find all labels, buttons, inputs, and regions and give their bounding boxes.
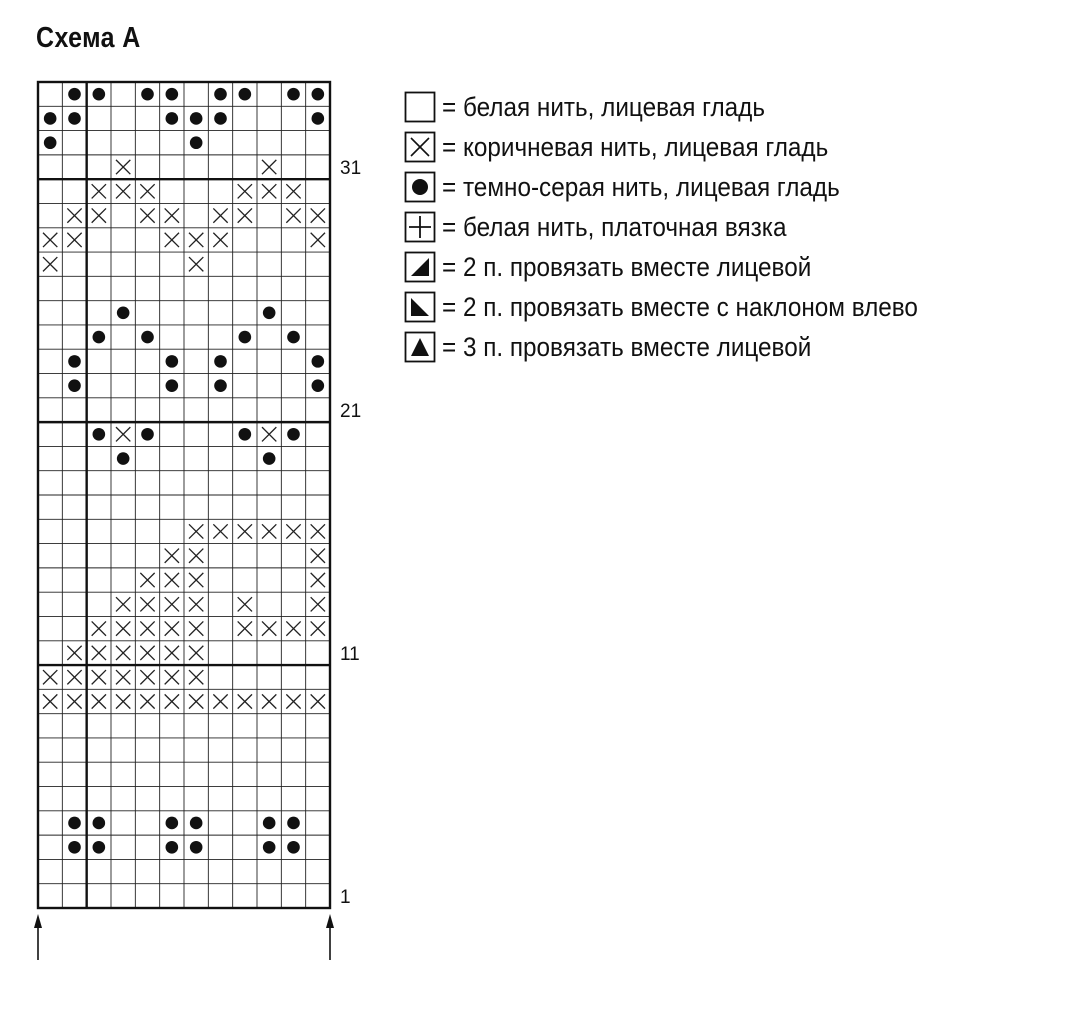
legend-item: [404, 127, 971, 167]
legend-text: = 2 п. провязать вместе с наклоном влево: [442, 291, 918, 322]
chart-title: Схема А: [36, 22, 141, 54]
cross-symbol: [189, 670, 203, 684]
cross-symbol: [189, 646, 203, 660]
cross-symbol: [140, 597, 154, 611]
cross-symbol: [116, 694, 130, 708]
cross-symbol: [43, 694, 57, 708]
cross-symbol: [67, 694, 81, 708]
row-number-label: 1: [340, 886, 351, 908]
ssk-triangle-icon: [404, 291, 436, 323]
cross-symbol: [140, 646, 154, 660]
cross-symbol: [67, 208, 81, 222]
cross-symbol: [165, 549, 179, 563]
cross-symbol: [116, 670, 130, 684]
dot-symbol: [166, 379, 179, 392]
dot-symbol: [93, 841, 106, 854]
cross-symbol: [311, 524, 325, 538]
cross-symbol: [311, 573, 325, 587]
cross-symbol: [140, 694, 154, 708]
cross-symbol: [165, 646, 179, 660]
dot-symbol: [93, 428, 106, 441]
cross-symbol: [67, 670, 81, 684]
cross-symbol: [238, 524, 252, 538]
dot-symbol: [166, 355, 179, 368]
cross-symbol: [286, 184, 300, 198]
cross-symbol: [116, 160, 130, 174]
cross-symbol: [165, 621, 179, 635]
cross-symbol: [43, 233, 57, 247]
dot-symbol: [141, 428, 154, 441]
cross-symbol: [238, 597, 252, 611]
left-arrow-icon: [34, 914, 42, 960]
cross-symbol: [238, 621, 252, 635]
legend-text: = 2 п. провязать вместе лицевой: [442, 251, 812, 282]
dot-symbol: [166, 841, 179, 854]
dot-symbol: [190, 841, 203, 854]
dot-symbol: [141, 88, 154, 101]
cross-symbol: [165, 670, 179, 684]
cross-symbol: [189, 257, 203, 271]
cross-symbol: [286, 621, 300, 635]
k3tog-triangle-icon: [404, 331, 436, 363]
cross-symbol: [116, 597, 130, 611]
dot-square-icon: [404, 171, 436, 203]
dot-symbol: [68, 379, 81, 392]
legend-item: [404, 207, 971, 247]
legend-text: = белая нить, платочная вязка: [442, 211, 787, 242]
cross-symbol: [189, 233, 203, 247]
cross-symbol: [165, 208, 179, 222]
cross-symbol: [189, 573, 203, 587]
dot-symbol: [190, 112, 203, 125]
dot-symbol: [263, 306, 276, 319]
cross-symbol: [140, 573, 154, 587]
arrow-head: [326, 914, 334, 928]
cross-symbol: [213, 233, 227, 247]
cross-symbol: [262, 160, 276, 174]
dot-symbol: [239, 428, 252, 441]
dot-symbol: [263, 841, 276, 854]
cross-symbol: [189, 694, 203, 708]
dot-symbol: [68, 112, 81, 125]
cross-symbol: [116, 427, 130, 441]
dot-symbol: [287, 841, 300, 854]
legend-item: [404, 167, 971, 207]
dot-symbol: [190, 817, 203, 830]
dot-symbol: [312, 88, 325, 101]
dot-symbol: [287, 428, 300, 441]
cross-symbol: [262, 524, 276, 538]
cross-symbol: [67, 646, 81, 660]
cross-symbol: [92, 208, 106, 222]
dot-symbol: [214, 88, 227, 101]
cross-symbol: [311, 549, 325, 563]
cross-symbol: [286, 208, 300, 222]
cross-symbol: [262, 427, 276, 441]
cross-symbol: [43, 670, 57, 684]
dot-symbol: [68, 817, 81, 830]
dot-symbol: [68, 355, 81, 368]
cross-symbol: [189, 549, 203, 563]
cross-symbol: [43, 257, 57, 271]
cross-symbol: [311, 233, 325, 247]
cross-symbol: [213, 694, 227, 708]
cross-symbol: [311, 597, 325, 611]
dot-symbol: [166, 112, 179, 125]
cross-symbol: [286, 524, 300, 538]
dot-symbol: [214, 112, 227, 125]
dot-symbol: [93, 817, 106, 830]
dot-symbol: [287, 88, 300, 101]
cross-symbol: [67, 233, 81, 247]
cross-symbol: [92, 184, 106, 198]
legend-text: = белая нить, лицевая гладь: [442, 91, 766, 122]
cross-symbol: [286, 694, 300, 708]
dot-symbol: [263, 452, 276, 465]
dot-symbol: [141, 331, 154, 344]
cross-symbol: [238, 694, 252, 708]
dot-symbol: [263, 817, 276, 830]
cross-symbol: [262, 621, 276, 635]
cross-symbol: [189, 524, 203, 538]
dot-symbol: [166, 88, 179, 101]
dot-symbol: [312, 112, 325, 125]
legend-text: = коричневая нить, лицевая гладь: [442, 131, 829, 162]
cross-symbol: [116, 621, 130, 635]
cross-symbol: [311, 694, 325, 708]
cross-symbol: [165, 573, 179, 587]
cross-symbol: [311, 208, 325, 222]
cross-symbol: [213, 524, 227, 538]
cross-symbol: [189, 597, 203, 611]
legend-item: [404, 327, 971, 367]
dot-symbol: [44, 112, 57, 125]
cross-symbol: [165, 597, 179, 611]
cross-symbol: [262, 694, 276, 708]
symbol-frame: [406, 93, 435, 122]
dot-symbol: [68, 88, 81, 101]
cross-symbol: [140, 184, 154, 198]
row-number-label: 31: [340, 158, 362, 180]
row-number-label: 21: [340, 400, 362, 422]
row-number-label: 11: [340, 643, 360, 665]
cross-symbol: [140, 670, 154, 684]
cross-symbol: [165, 694, 179, 708]
cross-square-icon: [404, 131, 436, 163]
dot-mark: [412, 179, 428, 195]
cross-symbol: [311, 621, 325, 635]
dot-symbol: [117, 452, 130, 465]
cross-symbol: [262, 184, 276, 198]
legend-item: [404, 287, 971, 327]
legend: [404, 87, 971, 367]
legend-item: [404, 87, 971, 127]
dot-symbol: [117, 306, 130, 319]
cross-symbol: [92, 670, 106, 684]
cross-symbol: [189, 621, 203, 635]
dot-symbol: [44, 136, 57, 149]
knitting-chart: [0, 0, 420, 1000]
dot-symbol: [239, 88, 252, 101]
cross-symbol: [92, 694, 106, 708]
dot-symbol: [93, 88, 106, 101]
dot-symbol: [239, 331, 252, 344]
dot-symbol: [312, 355, 325, 368]
cross-symbol: [238, 184, 252, 198]
dot-symbol: [93, 331, 106, 344]
k2tog-triangle-icon: [404, 251, 436, 283]
cross-symbol: [116, 184, 130, 198]
cross-symbol: [165, 233, 179, 247]
dot-symbol: [190, 136, 203, 149]
dot-symbol: [287, 817, 300, 830]
dot-symbol: [68, 841, 81, 854]
legend-item: [404, 247, 971, 287]
legend-text: = 3 п. провязать вместе лицевой: [442, 331, 812, 362]
cross-symbol: [116, 646, 130, 660]
right-arrow-icon: [326, 914, 334, 960]
cross-symbol: [92, 621, 106, 635]
legend-text: = темно-серая нить, лицевая гладь: [442, 171, 840, 202]
dot-symbol: [312, 379, 325, 392]
arrow-head: [34, 914, 42, 928]
cross-symbol: [140, 621, 154, 635]
plus-square-icon: [404, 211, 436, 243]
empty-square-icon: [404, 91, 436, 123]
grid-lines: [38, 82, 330, 908]
dot-symbol: [287, 331, 300, 344]
cross-symbol: [213, 208, 227, 222]
dot-symbol: [166, 817, 179, 830]
dot-symbol: [214, 379, 227, 392]
cross-symbol: [92, 646, 106, 660]
cross-symbol: [140, 208, 154, 222]
dot-symbol: [214, 355, 227, 368]
cross-symbol: [238, 208, 252, 222]
